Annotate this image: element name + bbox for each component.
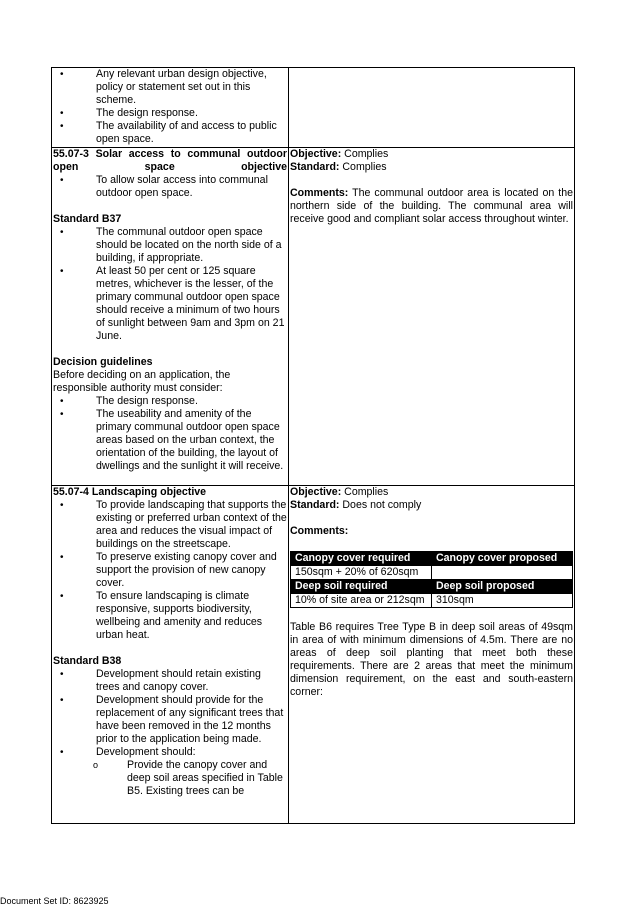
table-row xyxy=(291,594,573,608)
canopy-soil-table xyxy=(290,551,573,608)
comments-label: Comments: xyxy=(290,525,349,537)
table-cell: 150sqm + 20% of 620sqm xyxy=(291,566,432,580)
table-row xyxy=(52,68,575,148)
table-row xyxy=(291,552,573,566)
column-header: Deep soil required xyxy=(291,580,432,594)
column-header: Deep soil proposed xyxy=(432,580,573,594)
list-item: • To allow solar access into communal outdoor open space. xyxy=(53,174,287,200)
document-id: Document Set ID: 8623925 xyxy=(0,896,109,906)
criteria-cell xyxy=(52,486,289,824)
standard-heading: Standard B37 xyxy=(53,213,122,225)
assessment-cell xyxy=(289,486,575,824)
list-item: • The availability of and access to public open space. xyxy=(53,120,287,146)
assessment-table xyxy=(51,67,575,824)
section-heading: 55.07-4 Landscaping objective xyxy=(53,486,207,498)
criteria-cell xyxy=(52,68,289,148)
list-item: • Development should retain existing trees and canopy cover. xyxy=(53,668,287,694)
objective-status: Objective: Complies xyxy=(290,486,389,498)
assessment-cell xyxy=(289,148,575,486)
list-item: • Any relevant urban design objective, policy or statement set out in this scheme. xyxy=(53,68,287,107)
list-item: • The communal outdoor open space should be located on the north side of a building, if appropriate. xyxy=(53,226,287,265)
list-item: • The design response. xyxy=(53,107,287,120)
comments: Table B6 requires Tree Type B in deep soil areas of 49sqm in area of with minimum dimensions of 4.5m. There are no areas of deep soil planting that meet both these requirements. There are 2 areas that meet the minimum dimension requirement, on the east and south-eastern corner: xyxy=(290,621,573,698)
table-cell: 10% of site area or 212sqm xyxy=(291,594,432,608)
column-header: Canopy cover required xyxy=(291,552,432,566)
list-item: • To provide landscaping that supports the existing or preferred urban context of the area and reduces the visual impact of buildings on the streetscape. xyxy=(53,499,287,551)
sub-list-item: o Provide the canopy cover and deep soil areas specified in Table B5. Existing trees can be xyxy=(53,759,287,798)
standard-heading: Standard B38 xyxy=(53,655,122,667)
table-row xyxy=(52,486,575,824)
section-heading: 55.07-3 Solar access to communal outdoor open space objective xyxy=(53,148,287,173)
table-cell: 310sqm xyxy=(432,594,573,608)
list-item: • The useability and amenity of the primary communal outdoor open space areas based on the urban context, the orientation of the building, the layout of dwellings and the sunlight it will receive. xyxy=(53,408,287,473)
list-item: • The design response. xyxy=(53,395,287,408)
column-header: Canopy cover proposed xyxy=(432,552,573,566)
assessment-cell xyxy=(289,68,575,148)
list-item: • Development should: xyxy=(53,746,287,759)
criteria-cell xyxy=(52,148,289,486)
list-item: • To ensure landscaping is climate responsive, supports biodiversity, wellbeing and amenity and reduces urban heat. xyxy=(53,590,287,642)
list-item: • To preserve existing canopy cover and support the provision of new canopy cover. xyxy=(53,551,287,590)
table-cell xyxy=(432,566,573,580)
decision-heading: Decision guidelines xyxy=(53,356,153,368)
standard-status: Standard: Does not comply xyxy=(290,499,422,511)
table-row xyxy=(291,566,573,580)
standard-status: Standard: Complies xyxy=(290,161,387,173)
list-item: • Development should provide for the replacement of any significant trees that have been removed in the 12 months prior to the application being made. xyxy=(53,694,287,746)
list-item: • At least 50 per cent or 125 square metres, whichever is the lesser, of the primary communal outdoor open space should receive a minimum of two hours of sunlight between 9am and 3pm on 21 June. xyxy=(53,265,287,343)
objective-status: Objective: Complies xyxy=(290,148,389,160)
table-row xyxy=(291,580,573,594)
decision-intro: Before deciding on an application, the responsible authority must consider: xyxy=(53,369,231,394)
table-row xyxy=(52,148,575,486)
comments: Comments: The communal outdoor area is located on the northern side of the building. The communal area will receive good and compliant solar access throughout winter. xyxy=(290,187,573,225)
